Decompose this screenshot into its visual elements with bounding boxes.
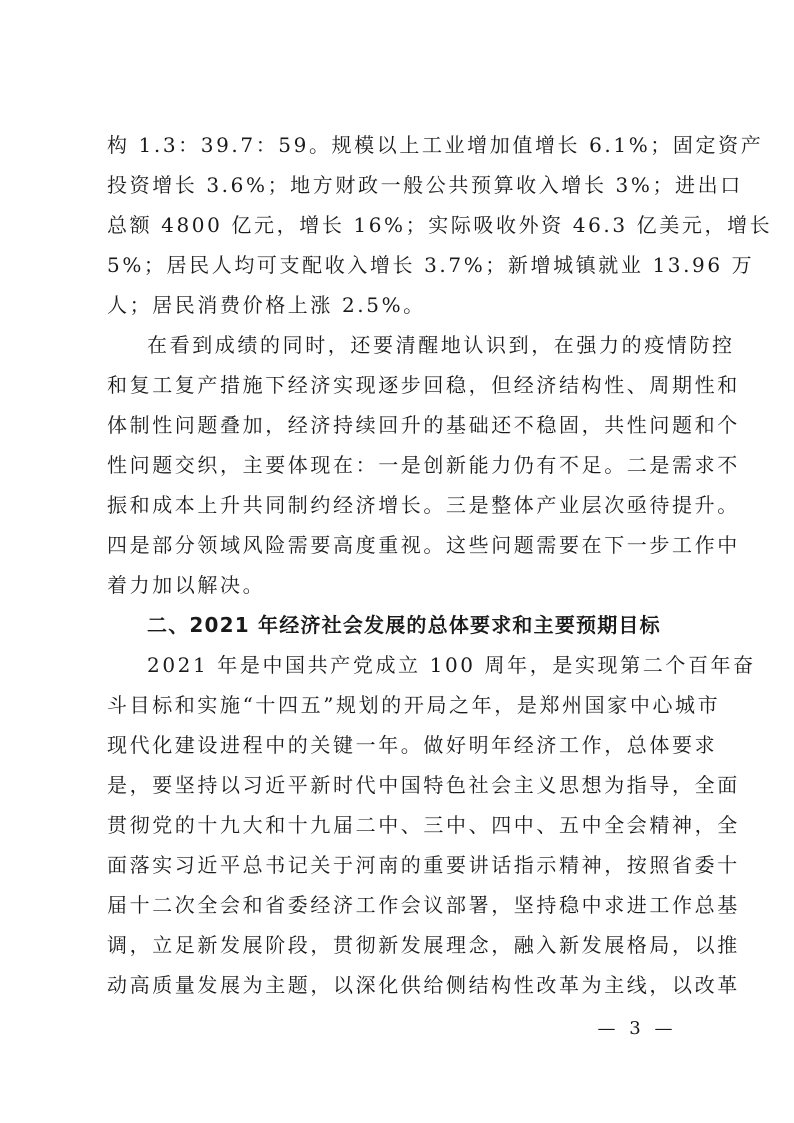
paragraph-2-line-1: 在看到成绩的同时，还要清醒地认识到，在强力的疫情防控 — [147, 333, 735, 357]
paragraph-3-line-4: 是，要坚持以习近平新时代中国特色社会主义思想为指导，全面 — [107, 773, 740, 797]
paragraph-2-line-4: 性问题交织，主要体现在：一是创新能力仍有不足。二是需求不 — [107, 453, 740, 477]
paragraph-1-line-2: 投资增长 3.6%；地方财政一般公共预算收入增长 3%；进出口 — [107, 173, 743, 197]
paragraph-1-line-1: 构 1.3：39.7：59。规模以上工业增加值增长 6.1%；固定资产 — [107, 133, 764, 157]
paragraph-2-line-6: 四是部分领域风险需要高度重视。这些问题需要在下一步工作中 — [107, 533, 740, 557]
paragraph-3-line-2: 斗目标和实施“十四五”规划的开局之年，是郑州国家中心城市 — [107, 693, 721, 717]
paragraph-1-line-3: 总额 4800 亿元，增长 16%；实际吸收外资 46.3 亿美元，增长 — [107, 213, 773, 237]
paragraph-3-line-1: 2021 年是中国共产党成立 100 周年，是实现第二个百年奋 — [147, 653, 756, 677]
paragraph-3-line-9: 动高质量发展为主题，以深化供给侧结构性改革为主线，以改革 — [107, 973, 740, 997]
paragraph-2-line-3: 体制性问题叠加，经济持续回升的基础还不稳固，共性问题和个 — [107, 413, 740, 437]
paragraph-3-line-8: 调，立足新发展阶段，贯彻新发展理念，融入新发展格局，以推 — [107, 933, 740, 957]
paragraph-2-line-2: 和复工复产措施下经济实现逐步回稳，但经济结构性、周期性和 — [107, 373, 740, 397]
paragraph-1-line-5: 人；居民消费价格上涨 2.5%。 — [107, 293, 426, 317]
paragraph-2-line-7: 着力加以解决。 — [107, 573, 266, 597]
paragraph-2-line-5: 振和成本上升共同制约经济增长。三是整体产业层次亟待提升。 — [107, 493, 740, 517]
paragraph-3-line-3: 现代化建设进程中的关键一年。做好明年经济工作，总体要求 — [107, 733, 718, 757]
paragraph-3-line-5: 贯彻党的十九大和十九届二中、三中、四中、五中全会精神，全 — [107, 813, 740, 837]
paragraph-1-line-4: 5%；居民人均可支配收入增长 3.7%；新增城镇就业 13.96 万 — [107, 253, 755, 277]
section-heading: 二、2021 年经济社会发展的总体要求和主要预期目标 — [147, 613, 661, 637]
paragraph-3-line-7: 届十二次全会和省委经济工作会议部署，坚持稳中求进工作总基 — [107, 893, 740, 917]
page-number: — 3 — — [597, 1018, 677, 1039]
paragraph-3-line-6: 面落实习近平总书记关于河南的重要讲话指示精神，按照省委十 — [107, 853, 740, 877]
